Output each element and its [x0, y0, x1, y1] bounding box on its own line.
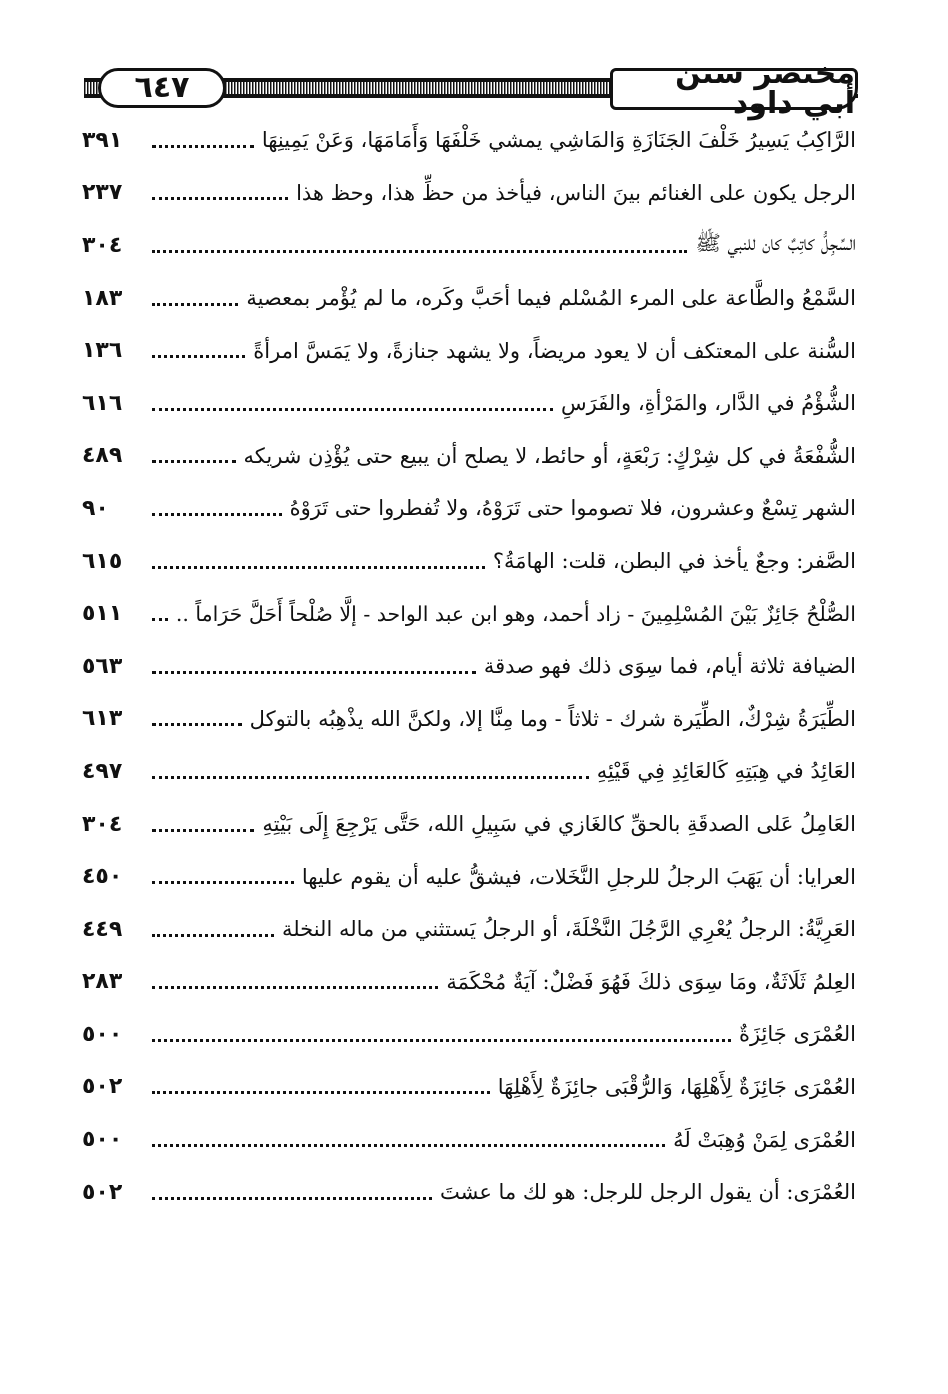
entry-page-number: ٣٩١	[82, 127, 123, 153]
entry-page-number: ٦١٦	[82, 390, 123, 416]
entry-page-number: ٤٩٧	[82, 758, 123, 784]
index-entry	[82, 903, 856, 956]
leader-dots	[152, 881, 294, 884]
entry-page-number: ٥٠٢	[82, 1179, 123, 1205]
entry-page-number: ٦١٣	[82, 706, 123, 732]
entry-page-number: ٥١١	[82, 601, 123, 627]
entry-page-number: ٤٤٩	[82, 916, 123, 942]
index-entry	[82, 324, 856, 377]
leader-dots	[152, 986, 438, 989]
entry-page-number: ٣٠٤	[82, 811, 123, 837]
entry-page-number: ٣٠٤	[82, 232, 123, 258]
index-entry	[82, 1113, 856, 1166]
entry-text: العُمْرَى لِمَنْ وُهِبَتْ لَهُ	[673, 1127, 856, 1152]
entry-page-number: ٩٠	[82, 495, 109, 521]
index-list	[82, 114, 856, 1218]
leader-dots	[152, 460, 236, 463]
index-entry	[82, 850, 856, 903]
entry-text: العُمْرَى: أن يقول الرجل للرجل: هو لك ما عشتَ	[440, 1180, 856, 1205]
leader-dots	[152, 145, 254, 148]
index-entry	[82, 956, 856, 1009]
index-entry	[82, 272, 856, 325]
entry-text: الشُّفْعَةُ في كل شِرْكٍ: رَبْعَةٍ، أو حائط، لا يصلح أن يبيع حتى يُؤْذِن شريكه	[243, 443, 856, 468]
index-entry	[82, 1008, 856, 1061]
leader-dots	[152, 1091, 490, 1094]
leader-dots	[152, 1144, 665, 1147]
entry-text: العُمْرَى جَائِزَةٌ	[738, 1022, 856, 1047]
entry-page-number: ٢٨٣	[82, 969, 123, 995]
leader-dots	[152, 250, 687, 253]
leader-dots	[152, 566, 485, 569]
index-entry	[82, 1166, 856, 1219]
leader-dots	[152, 776, 589, 779]
page-number: ٦٤٧	[98, 68, 226, 108]
entry-text: العُمْرَى جَائِزَةٌ لِأَهْلِهَا، وَالرُّقْبَى جائِزَةٌ لِأَهْلِهَا	[497, 1074, 856, 1099]
index-entry	[82, 114, 856, 167]
leader-dots	[152, 1197, 432, 1200]
index-entry	[82, 745, 856, 798]
entry-text: الرجل يكون على الغنائم بينَ الناس، فيأخذ من حظِّ هذا، وحظ هذا	[296, 180, 856, 205]
leader-dots	[152, 618, 168, 621]
index-entry	[82, 640, 856, 693]
leader-dots	[152, 1039, 731, 1042]
entry-page-number: ٥٠٠	[82, 1127, 123, 1153]
entry-text: العِلمُ ثَلَاثَةٌ، ومَا سِوَى ذلكَ فَهُوَ فَضْلٌ: آيَةٌ مُحْكَمَة	[446, 969, 856, 994]
index-entry	[82, 587, 856, 640]
entry-text: العَامِلُ عَلى الصدقَةِ بالحقِّ كالغَازي في سَبِيلِ الله، حَتَّى يَرْجِعَ إِلَى بَيْتِهِ	[262, 812, 856, 837]
entry-page-number: ٥٦٣	[82, 653, 123, 679]
leader-dots	[152, 355, 245, 358]
entry-text: الشُّؤْمُ في الدَّار، والمَرْأةِ، والفَرَسِ	[560, 391, 856, 416]
book-title: مختصر سنن أبي داود	[610, 68, 858, 110]
entry-text: السَّمْعُ والطَّاعة على المرء المُسْلم فيما أحَبَّ وكَره، ما لم يُؤْمر بمعصية	[246, 286, 856, 311]
leader-dots	[152, 513, 282, 516]
entry-text: العَائِدُ في هِبَتِهِ كَالعَائِدِ فِي قَيْئِهِ	[596, 759, 856, 784]
entry-text: العرايا: أن يَهَبَ الرجلُ للرجلِ النَّخَلات، فيشقُّ عليه أن يقوم عليها	[301, 864, 856, 889]
index-entry	[82, 1061, 856, 1114]
entry-text: الطِّيَرَةُ شِرْكٌ، الطِّيَرة شرك - ثلاثاً - وما مِنَّا إلا، ولكنَّ الله يذْهِبُه بالتوكل	[249, 706, 856, 731]
index-entry	[82, 535, 856, 588]
index-entry	[82, 798, 856, 851]
entry-text: الشهر تِسْعٌ وعشرون، فلا تصوموا حتى تَرَوْهُ، ولا تُفطروا حتى تَرَوْهُ	[289, 496, 856, 521]
entry-page-number: ٤٨٩	[82, 443, 123, 469]
leader-dots	[152, 303, 238, 306]
index-entry	[82, 377, 856, 430]
leader-dots	[152, 829, 254, 832]
index-entry	[82, 167, 856, 220]
index-entry	[82, 219, 856, 272]
leader-dots	[152, 197, 288, 200]
leader-dots	[152, 723, 242, 726]
entry-text: الصُّلْحُ جَائِزٌ بَيْنَ المُسْلِمِينَ - زاد أحمد، وهو ابن عبد الواحد - إلَّا صُلْحاً أَحَلَّ حَرَاماً ..	[175, 601, 856, 626]
entry-page-number: ٥٠٢	[82, 1074, 123, 1100]
leader-dots	[152, 934, 274, 937]
entry-page-number: ١٨٣	[82, 285, 123, 311]
index-entry	[82, 693, 856, 746]
entry-text: الرَّاكِبُ يَسِيرُ خَلْفَ الجَنَازَةِ وَالمَاشِي يمشي خَلْفَهَا وَأَمَامَهَا، وَعَنْ يَمِينِهَا	[261, 128, 856, 153]
index-entry	[82, 430, 856, 483]
leader-dots	[152, 671, 476, 674]
index-entry	[82, 482, 856, 535]
entry-text: العَرِيَّةُ: الرجلُ يُعْرِي الرَّجُلَ النَّخْلَةَ، أو الرجلُ يَستثني من ماله النخلة	[281, 917, 856, 942]
leader-dots	[152, 408, 553, 411]
entry-page-number: ١٣٦	[82, 338, 123, 364]
entry-page-number: ٤٥٠	[82, 864, 123, 890]
entry-text: الضيافة ثلاثة أيام، فما سِوَى ذلك فهو صدقة	[483, 654, 856, 679]
entry-text: السِّجِلُّ كاتِبٌ كان للنبي ﷺ	[695, 230, 856, 255]
entry-page-number: ٥٠٠	[82, 1021, 123, 1047]
entry-page-number: ٦١٥	[82, 548, 123, 574]
entry-page-number: ٢٣٧	[82, 180, 123, 206]
entry-text: الصَّفر: وجعٌ يأخذ في البطن، قلت: الهامَةُ؟	[492, 549, 856, 574]
page-header	[84, 56, 858, 121]
entry-text: السُّنة على المعتكف أن لا يعود مريضاً، ولا يشهد جنازةً، ولا يَمَسَّ امرأةً	[253, 338, 856, 363]
